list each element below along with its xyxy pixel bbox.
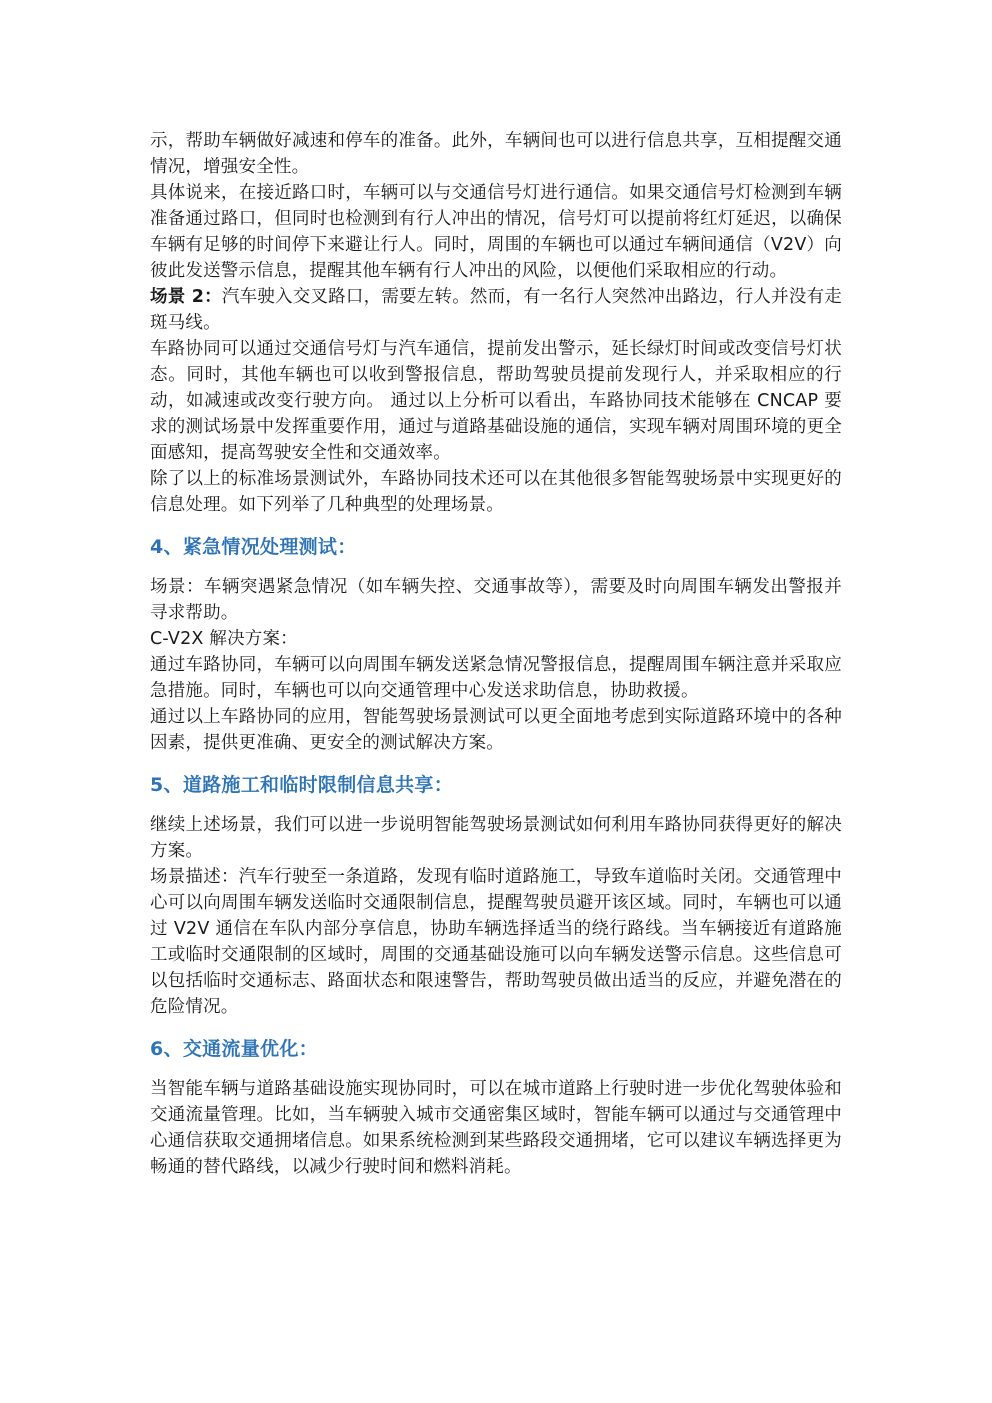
- paragraph: 车路协同可以通过交通信号灯与汽车通信，提前发出警示，延长绿灯时间或改变信号灯状态。同时，其他车辆也可以收到警报信息，帮助驾驶员提前发现行人，并采取相应的行动，如减速或改变行驶方向。 通过以上分析可以看出，车路协同技术能够在 CNCAP 要求的测试场景中发挥重要作用，通过与道路基础设施的通信，实现车辆对周围环境的更全面感知，提高驾驶安全性和交通效率。: [150, 339, 842, 463]
- paragraph: 具体说来，在接近路口时，车辆可以与交通信号灯进行通信。如果交通信号灯检测到车辆准备通过路口，但同时也检测到有行人冲出的情况，信号灯可以提前将红灯延迟，以确保车辆有足够的时间停下来避让行人。同时，周围的车辆也可以通过车辆间通信（V2V）向彼此发送警示信息，提醒其他车辆有行人冲出的风险，以便他们采取相应的行动。: [150, 183, 842, 281]
- paragraph: 场景：车辆突遇紧急情况（如车辆失控、交通事故等），需要及时向周围车辆发出警报并寻求帮助。: [150, 577, 842, 623]
- paragraph: 通过车路协同，车辆可以向周围车辆发送紧急情况警报信息，提醒周围车辆注意并采取应急措施。同时，车辆也可以向交通管理中心发送求助信息，协助救援。: [150, 655, 842, 701]
- section-6-heading: 6、交通流量优化：: [150, 1038, 318, 1060]
- scene-2-text: 汽车驶入交叉路口，需要左转。然而，有一名行人突然冲出路边，行人并没有走斑马线。: [150, 287, 842, 333]
- document-page: [150, 128, 842, 1180]
- scene-2-paragraph: [150, 284, 842, 336]
- paragraph: 通过以上车路协同的应用，智能驾驶场景测试可以更全面地考虑到实际道路环境中的各种因素，提供更准确、更安全的测试解决方案。: [150, 707, 842, 753]
- paragraph: C-V2X 解决方案：: [150, 629, 298, 649]
- paragraph: 继续上述场景，我们可以进一步说明智能驾驶场景测试如何利用车路协同获得更好的解决方案。: [150, 815, 842, 861]
- paragraph: 场景描述：汽车行驶至一条道路，发现有临时道路施工，导致车道临时关闭。交通管理中心可以向周围车辆发送临时交通限制信息，提醒驾驶员避开该区域。同时，车辆也可以通过 V2V 通信在车队内部分享信息，协助车辆选择适当的绕行路线。当车辆接近有道路施工或临时交通限制的区域时，周围的交通基础设施可以向车辆发送警示信息。这些信息可以包括临时交通标志、路面状态和限速警告，帮助驾驶员做出适当的反应，并避免潜在的危险情况。: [150, 867, 842, 1017]
- paragraph: 除了以上的标准场景测试外，车路协同技术还可以在其他很多智能驾驶场景中实现更好的信息处理。如下列举了几种典型的处理场景。: [150, 469, 842, 515]
- scene-2-label: 场景 2：: [150, 287, 222, 307]
- section-5-heading: 5、道路施工和临时限制信息共享：: [150, 774, 454, 796]
- paragraph: 示，帮助车辆做好减速和停车的准备。此外，车辆间也可以进行信息共享，互相提醒交通情况，增强安全性。: [150, 131, 842, 177]
- paragraph: 当智能车辆与道路基础设施实现协同时，可以在城市道路上行驶时进一步优化驾驶体验和交通流量管理。比如，当车辆驶入城市交通密集区域时，智能车辆可以通过与交通管理中心通信获取交通拥堵信息。如果系统检测到某些路段交通拥堵，它可以建议车辆选择更为畅通的替代路线，以减少行驶时间和燃料消耗。: [150, 1079, 842, 1177]
- section-4-heading: 4、紧急情况处理测试：: [150, 536, 357, 558]
